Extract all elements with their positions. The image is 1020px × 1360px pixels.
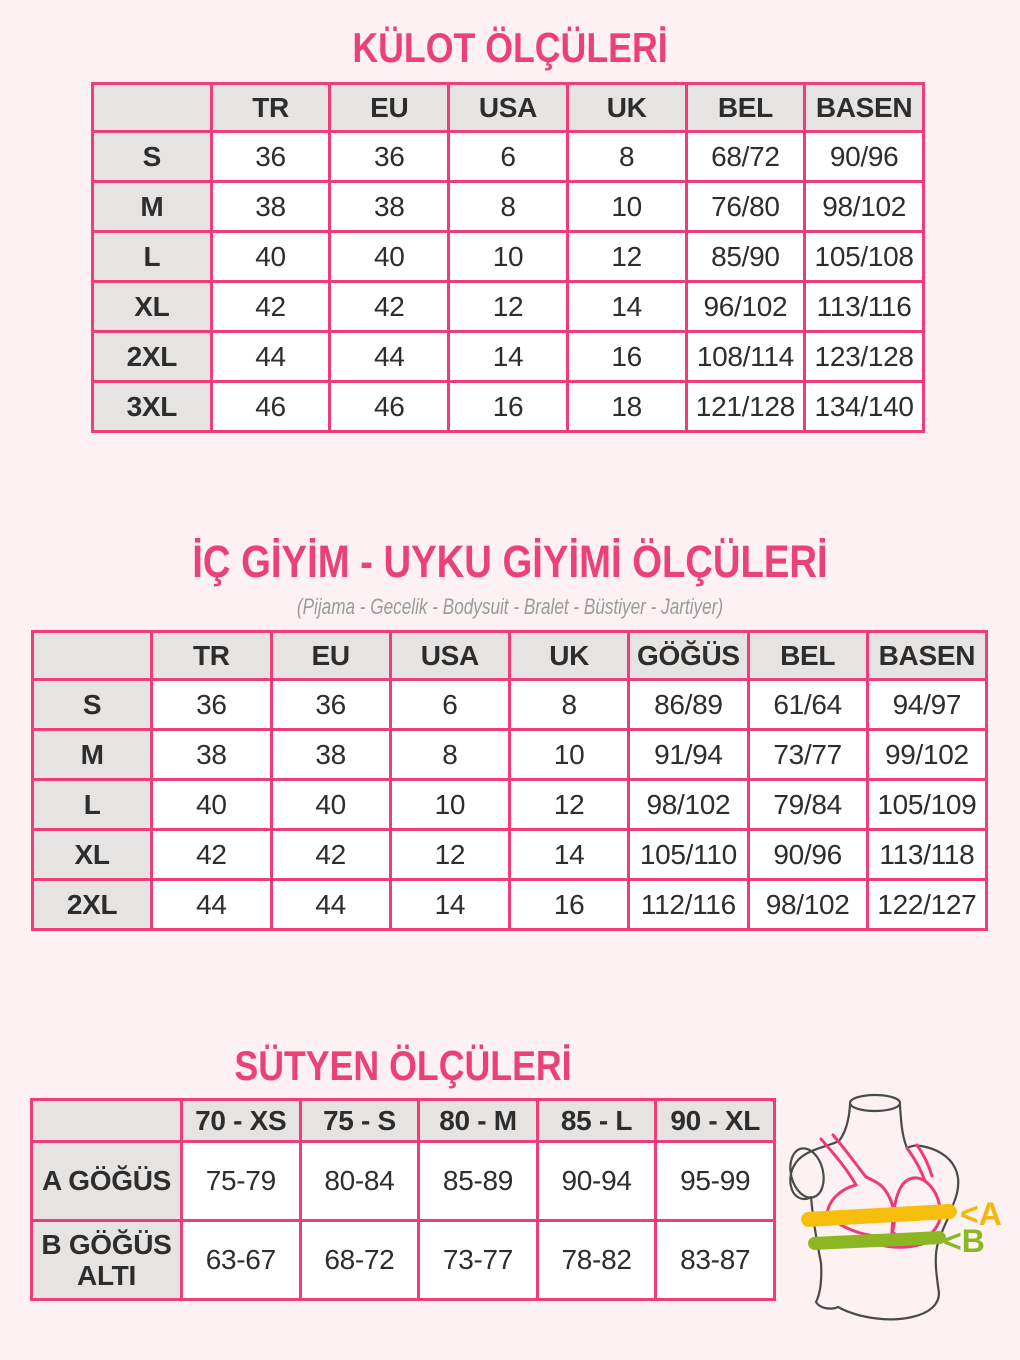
column-header bbox=[32, 1100, 182, 1142]
size-value-cell: 98/102 bbox=[629, 780, 748, 830]
size-value-cell: 36 bbox=[211, 132, 330, 182]
column-header: GÖĞÜS bbox=[629, 632, 748, 680]
table-row bbox=[33, 780, 987, 830]
column-header: TR bbox=[211, 84, 330, 132]
size-value-cell: 99/102 bbox=[867, 730, 986, 780]
size-value-cell: 6 bbox=[449, 132, 568, 182]
column-header: 85 - L bbox=[537, 1100, 656, 1142]
size-value-cell: 122/127 bbox=[867, 880, 986, 930]
band-a-label: <A bbox=[960, 1196, 1002, 1232]
size-value-cell: 10 bbox=[449, 232, 568, 282]
size-value-cell: 95-99 bbox=[656, 1142, 775, 1221]
size-value-cell: 94/97 bbox=[867, 680, 986, 730]
column-header: 80 - M bbox=[419, 1100, 538, 1142]
size-value-cell: 44 bbox=[152, 880, 271, 930]
size-value-cell: 85/90 bbox=[686, 232, 805, 282]
size-value-cell: 112/116 bbox=[629, 880, 748, 930]
size-value-cell: 90-94 bbox=[537, 1142, 656, 1221]
bra-sizes-title: SÜTYEN ÖLÇÜLERİ bbox=[234, 1042, 572, 1089]
size-value-cell: 38 bbox=[271, 730, 390, 780]
size-value-cell: 12 bbox=[449, 282, 568, 332]
size-value-cell: 61/64 bbox=[748, 680, 867, 730]
size-value-cell: 38 bbox=[211, 182, 330, 232]
size-value-cell: 8 bbox=[449, 182, 568, 232]
row-label: 2XL bbox=[93, 332, 212, 382]
column-header: UK bbox=[510, 632, 629, 680]
size-value-cell: 86/89 bbox=[629, 680, 748, 730]
table-row bbox=[33, 680, 987, 730]
column-header: USA bbox=[449, 84, 568, 132]
column-header: EU bbox=[271, 632, 390, 680]
size-value-cell: 42 bbox=[211, 282, 330, 332]
row-label: M bbox=[33, 730, 152, 780]
size-value-cell: 44 bbox=[271, 880, 390, 930]
size-value-cell: 98/102 bbox=[748, 880, 867, 930]
row-label: L bbox=[33, 780, 152, 830]
size-value-cell: 80-84 bbox=[300, 1142, 419, 1221]
table-row bbox=[93, 132, 924, 182]
underwear-sleepwear-subtitle: (Pijama - Gecelik - Bodysuit - Bralet - Büstiyer - Jartiyer) bbox=[296, 594, 724, 619]
table-row bbox=[33, 830, 987, 880]
size-value-cell: 36 bbox=[152, 680, 271, 730]
size-value-cell: 90/96 bbox=[805, 132, 924, 182]
underwear-sleepwear-size-table bbox=[31, 630, 988, 931]
column-header bbox=[33, 632, 152, 680]
table-row bbox=[93, 282, 924, 332]
table-row bbox=[93, 182, 924, 232]
column-header: BEL bbox=[748, 632, 867, 680]
column-header: UK bbox=[567, 84, 686, 132]
size-value-cell: 85-89 bbox=[419, 1142, 538, 1221]
size-value-cell: 10 bbox=[567, 182, 686, 232]
column-header: BASEN bbox=[867, 632, 986, 680]
size-value-cell: 14 bbox=[510, 830, 629, 880]
size-value-cell: 123/128 bbox=[805, 332, 924, 382]
header-row bbox=[33, 632, 987, 680]
table-row bbox=[32, 1142, 775, 1221]
size-value-cell: 14 bbox=[390, 880, 509, 930]
size-value-cell: 36 bbox=[271, 680, 390, 730]
row-label: M bbox=[93, 182, 212, 232]
size-value-cell: 46 bbox=[330, 382, 449, 432]
column-header: TR bbox=[152, 632, 271, 680]
size-value-cell: 73-77 bbox=[419, 1221, 538, 1300]
size-value-cell: 8 bbox=[390, 730, 509, 780]
size-value-cell: 83-87 bbox=[656, 1221, 775, 1300]
column-header: 90 - XL bbox=[656, 1100, 775, 1142]
table-row bbox=[93, 382, 924, 432]
size-value-cell: 8 bbox=[567, 132, 686, 182]
bra-size-table bbox=[30, 1098, 776, 1301]
size-value-cell: 90/96 bbox=[748, 830, 867, 880]
row-label: XL bbox=[33, 830, 152, 880]
column-header: 70 - XS bbox=[182, 1100, 301, 1142]
table-row bbox=[93, 332, 924, 382]
size-value-cell: 79/84 bbox=[748, 780, 867, 830]
row-label: S bbox=[33, 680, 152, 730]
row-label: L bbox=[93, 232, 212, 282]
row-label: XL bbox=[93, 282, 212, 332]
header-row bbox=[32, 1100, 775, 1142]
size-value-cell: 68-72 bbox=[300, 1221, 419, 1300]
panty-size-table bbox=[91, 82, 925, 433]
size-value-cell: 105/109 bbox=[867, 780, 986, 830]
underbust-band-b bbox=[808, 1231, 946, 1250]
column-header: BEL bbox=[686, 84, 805, 132]
column-header: BASEN bbox=[805, 84, 924, 132]
header-row bbox=[93, 84, 924, 132]
size-value-cell: 98/102 bbox=[805, 182, 924, 232]
row-label: B GÖĞÜS ALTI bbox=[32, 1221, 182, 1300]
size-value-cell: 44 bbox=[211, 332, 330, 382]
size-value-cell: 16 bbox=[567, 332, 686, 382]
size-value-cell: 40 bbox=[271, 780, 390, 830]
underwear-sleepwear-sizes-title: İÇ GİYİM - UYKU GİYİMİ ÖLÇÜLERİ bbox=[192, 536, 828, 587]
size-value-cell: 36 bbox=[330, 132, 449, 182]
size-value-cell: 96/102 bbox=[686, 282, 805, 332]
size-value-cell: 10 bbox=[510, 730, 629, 780]
column-header: 75 - S bbox=[300, 1100, 419, 1142]
size-value-cell: 14 bbox=[567, 282, 686, 332]
size-value-cell: 40 bbox=[211, 232, 330, 282]
size-value-cell: 78-82 bbox=[537, 1221, 656, 1300]
size-value-cell: 73/77 bbox=[748, 730, 867, 780]
size-value-cell: 18 bbox=[567, 382, 686, 432]
bra-measurement-illustration bbox=[788, 1088, 1020, 1360]
size-value-cell: 42 bbox=[271, 830, 390, 880]
size-value-cell: 68/72 bbox=[686, 132, 805, 182]
size-value-cell: 113/116 bbox=[805, 282, 924, 332]
size-value-cell: 14 bbox=[449, 332, 568, 382]
table-row bbox=[33, 730, 987, 780]
size-value-cell: 63-67 bbox=[182, 1221, 301, 1300]
size-value-cell: 16 bbox=[510, 880, 629, 930]
band-b-label: <B bbox=[943, 1223, 985, 1259]
size-value-cell: 91/94 bbox=[629, 730, 748, 780]
panty-sizes-title: KÜLOT ÖLÇÜLERİ bbox=[352, 24, 668, 71]
size-value-cell: 40 bbox=[152, 780, 271, 830]
column-header: EU bbox=[330, 84, 449, 132]
table-row bbox=[93, 232, 924, 282]
size-value-cell: 46 bbox=[211, 382, 330, 432]
size-value-cell: 8 bbox=[510, 680, 629, 730]
size-value-cell: 108/114 bbox=[686, 332, 805, 382]
row-label: A GÖĞÜS bbox=[32, 1142, 182, 1221]
bra-outline bbox=[821, 1135, 940, 1247]
row-label: 3XL bbox=[93, 382, 212, 432]
size-value-cell: 42 bbox=[330, 282, 449, 332]
column-header bbox=[93, 84, 212, 132]
size-value-cell: 40 bbox=[330, 232, 449, 282]
column-header: USA bbox=[390, 632, 509, 680]
size-value-cell: 38 bbox=[330, 182, 449, 232]
size-value-cell: 38 bbox=[152, 730, 271, 780]
size-value-cell: 10 bbox=[390, 780, 509, 830]
size-value-cell: 76/80 bbox=[686, 182, 805, 232]
size-value-cell: 12 bbox=[510, 780, 629, 830]
table-row bbox=[33, 880, 987, 930]
row-label: 2XL bbox=[33, 880, 152, 930]
bust-band-a bbox=[801, 1204, 958, 1228]
size-value-cell: 75-79 bbox=[182, 1142, 301, 1221]
size-value-cell: 105/108 bbox=[805, 232, 924, 282]
size-value-cell: 113/118 bbox=[867, 830, 986, 880]
size-value-cell: 44 bbox=[330, 332, 449, 382]
size-value-cell: 12 bbox=[390, 830, 509, 880]
table-row bbox=[32, 1221, 775, 1300]
size-value-cell: 121/128 bbox=[686, 382, 805, 432]
row-label: S bbox=[93, 132, 212, 182]
size-value-cell: 6 bbox=[390, 680, 509, 730]
size-value-cell: 134/140 bbox=[805, 382, 924, 432]
size-value-cell: 105/110 bbox=[629, 830, 748, 880]
size-value-cell: 42 bbox=[152, 830, 271, 880]
size-value-cell: 12 bbox=[567, 232, 686, 282]
size-value-cell: 16 bbox=[449, 382, 568, 432]
